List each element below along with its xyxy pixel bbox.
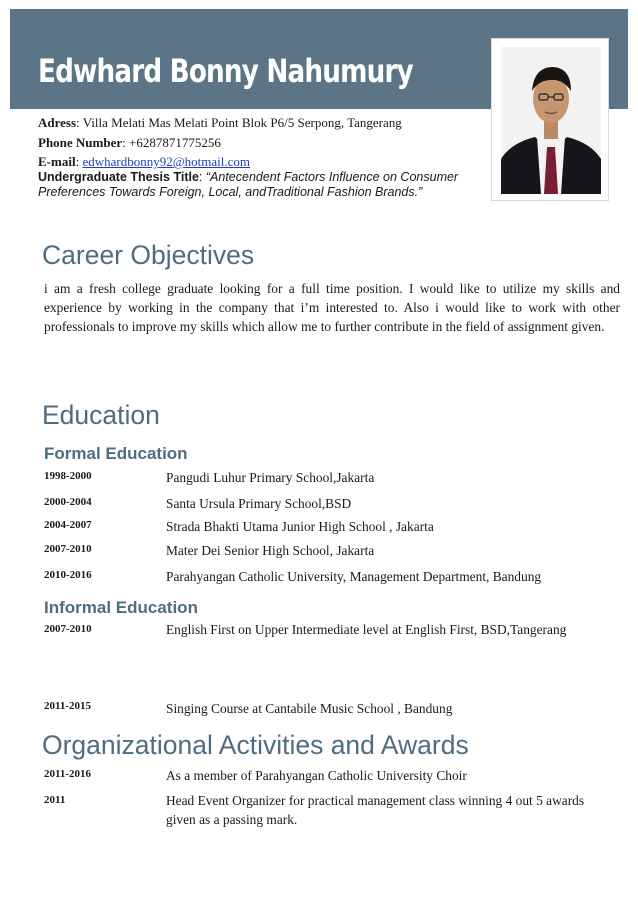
informal-education-heading: Informal Education [44, 598, 198, 617]
thesis-title: “Antecendent Factors Influence on Consumer Preferences Towards Foreign, Local, andTraditional Fashion Brands.” [38, 170, 459, 199]
formal-year: 2010-2016 [44, 569, 92, 581]
formal-entry: Mater Dei Senior High School, Jakarta [166, 543, 375, 558]
email-label: E-mail [38, 154, 76, 169]
email-link[interactable]: edwhardbonny92@hotmail.com [82, 154, 251, 169]
activity-year: 2011 [44, 794, 66, 806]
thesis-block: Undergraduate Thesis Title: “Antecendent Factors Influence on Consumer Preferences Towards Foreign, Local, andTraditional Fashion Brands.” [38, 170, 459, 199]
career-objectives-text: i am a fresh college graduate looking for a full time position. I would like to utilize my skills and experience by working in the company that i’m interested to. Also i would like to work with other professionals to improve my skills which allow me to further contribute in the field of assignment given. [44, 281, 620, 334]
address-line: Adress: Villa Melati Mas Melati Point Blok P6/5 Serpong, Tangerang [38, 115, 402, 130]
activities-heading: Organizational Activities and Awards [42, 730, 469, 760]
formal-entry: Strada Bhakti Utama Junior High School , Jakarta [166, 519, 434, 534]
phone-value: +6287871775256 [129, 135, 221, 150]
career-objectives-heading: Career Objectives [42, 240, 255, 270]
address-label: Adress [38, 115, 77, 130]
phone-line: Phone Number: +6287871775256 [38, 135, 221, 150]
informal-entry: Singing Course at Cantabile Music School , Bandung [166, 701, 453, 716]
phone-label: Phone Number [38, 135, 123, 150]
email-line: E-mail: edwhardbonny92@hotmail.com [38, 154, 251, 169]
address-value: Villa Melati Mas Melati Point Blok P6/5 Serpong, Tangerang [82, 115, 402, 130]
portrait-image [501, 47, 601, 194]
informal-entry: English First on Upper Intermediate level at English First, BSD,Tangerang [166, 622, 567, 637]
profile-photo [491, 38, 609, 201]
activity-entry: As a member of Parahyangan Catholic University Choir [166, 768, 467, 783]
formal-year: 2007-2010 [44, 543, 92, 555]
formal-year: 2000-2004 [44, 496, 92, 508]
activity-entry: Head Event Organizer for practical management class winning 4 out 5 awards given as a passing mark. [166, 793, 585, 827]
formal-education-heading: Formal Education [44, 444, 188, 463]
education-heading: Education [42, 400, 160, 430]
formal-year: 2004-2007 [44, 519, 92, 531]
candidate-name: Edwhard Bonny Nahumury [38, 52, 413, 90]
informal-year: 2011-2015 [44, 700, 92, 712]
thesis-label: Undergraduate Thesis Title [38, 170, 199, 184]
formal-entry: Pangudi Luhur Primary School,Jakarta [166, 470, 375, 485]
informal-year: 2007-2010 [44, 623, 92, 635]
formal-year: 1998-2000 [44, 470, 92, 482]
formal-entry: Parahyangan Catholic University, Management Department, Bandung [166, 569, 542, 584]
formal-entry: Santa Ursula Primary School,BSD [166, 496, 352, 511]
activity-year: 2011-2016 [44, 768, 92, 780]
